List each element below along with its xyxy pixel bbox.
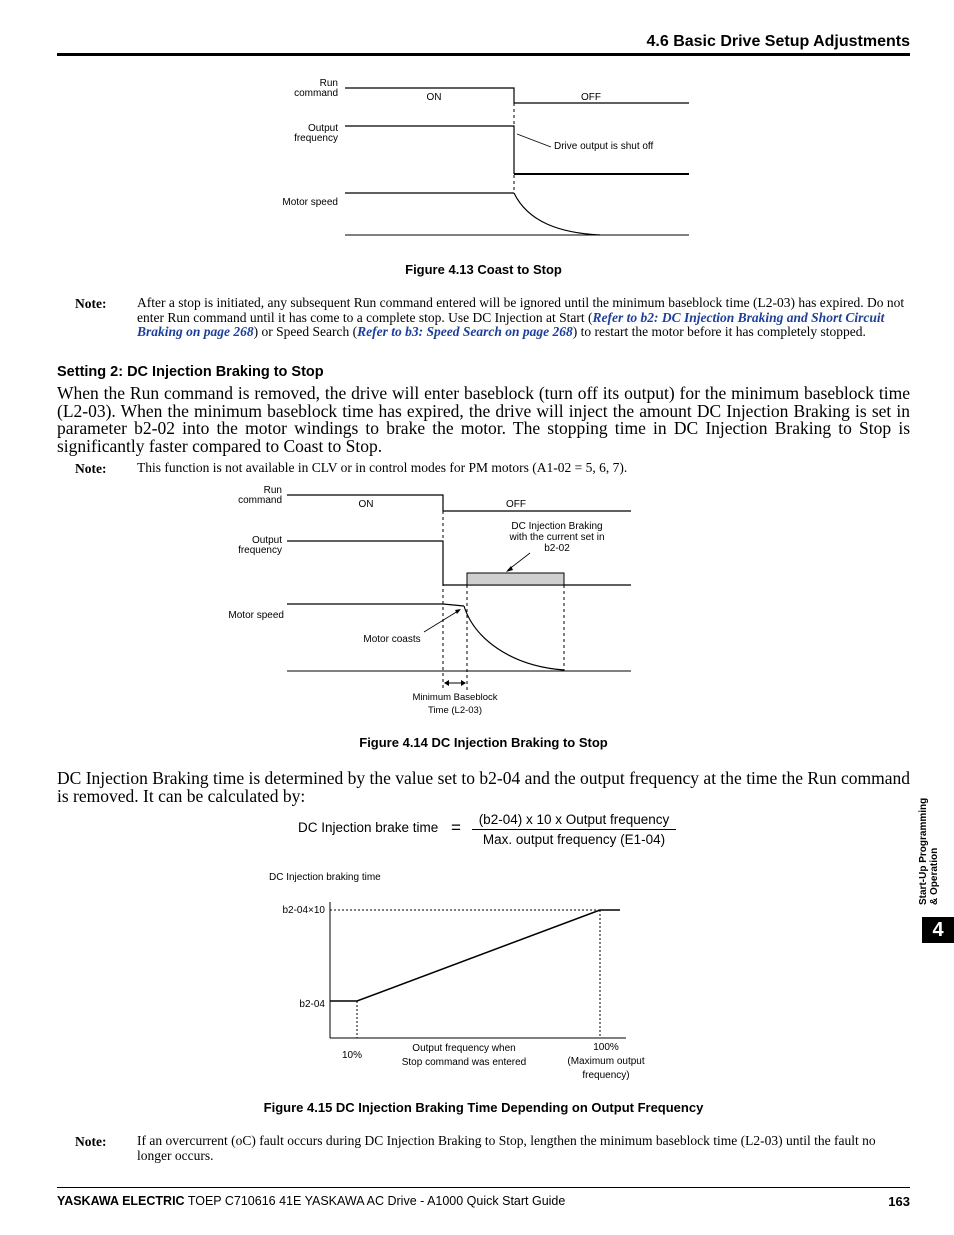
formula-lhs: DC Injection brake time [298, 820, 439, 835]
link-b3-speed-search[interactable]: Refer to b3: Speed Search on page 268 [357, 324, 573, 339]
y-tick-b2-04: b2-04 [299, 999, 325, 1010]
y-axis-label: DC Injection braking time [269, 872, 381, 883]
section-header-title: 4.6 Basic Drive Setup Adjustments [646, 33, 910, 50]
footer-rule [57, 1187, 910, 1188]
run-command-label-1: Run [319, 78, 338, 89]
x-tick-100pct-1: 100% [593, 1042, 619, 1053]
shutoff-leader-line [517, 134, 551, 147]
chapter-tab[interactable]: 4 [922, 917, 954, 943]
section-paragraph: When the Run command is removed, the drive will enter baseblock (turn off its output) for the minimum baseblock time (L2-03). When the minimum baseblock time has expired, the drive will inject the amount DC Injection Braking is set in parameter b2-02 into the motor windings to brake the motor. The stopping time in DC Injection Braking to Stop is significantly faster compared to Coast to Stop. [57, 383, 910, 456]
output-frequency-trace [345, 126, 514, 174]
footer-text [57, 1194, 565, 1208]
dc-injection-braking-diagram [0, 478, 954, 723]
output-frequency-label-1: Output [307, 123, 338, 134]
braking-time-paragraph: DC Injection Braking time is determined by the value set to b2-04 and the output frequency at the time the Run command is removed. It can be calculated by: [57, 768, 910, 806]
min-baseblock-label-1: Minimum Baseblock [412, 692, 498, 703]
dc-injection-callout-3: b2-02 [544, 543, 570, 554]
off-label: OFF [581, 92, 601, 103]
output-frequency-trace [287, 541, 631, 585]
motor-speed-decay-curve [514, 193, 600, 235]
dc-injection-braking-block [467, 573, 564, 585]
page-number: 163 [888, 1194, 910, 1209]
dc-injection-callout-1: DC Injection Braking [511, 521, 603, 532]
footer-doc: TOEP C710616 41E YASKAWA AC Drive - A1000 Quick Start Guide [184, 1194, 566, 1208]
on-label: ON [426, 92, 442, 103]
x-tick-100pct-2: (Maximum output [567, 1056, 645, 1067]
chapter-side-label-line-2: & Operation [929, 847, 940, 905]
motor-speed-label: Motor speed [282, 197, 338, 208]
dimension-arrowhead-left [444, 680, 449, 686]
note-overcurrent-text: If an overcurrent (oC) fault occurs during DC Injection Braking to Stop, lengthen the minimum baseblock time (L2-03) until the fault no longer occurs. [137, 1133, 876, 1163]
y-tick-b2-04-x10: b2-04×10 [282, 905, 325, 916]
off-label: OFF [506, 499, 526, 510]
run-command-trace [287, 495, 631, 511]
x-axis-label-1: Output frequency when [412, 1043, 516, 1054]
chapter-side-label-line-1: Start-Up Programming [918, 797, 929, 905]
dc-injection-callout-2: with the current set in [509, 532, 605, 543]
note-label: Note: [75, 296, 107, 311]
motor-speed-braking-curve [464, 606, 564, 670]
on-label: ON [358, 499, 374, 510]
drive-shutoff-callout: Drive output is shut off [554, 141, 654, 152]
motor-speed-trace [287, 604, 464, 606]
min-baseblock-label-2: Time (L2-03) [427, 705, 483, 716]
figure-4-15-caption: Figure 4.15 DC Injection Braking Time Depending on Output Frequency [263, 1100, 704, 1115]
x-tick-10pct: 10% [341, 1050, 363, 1061]
note-coast-text: After a stop is initiated, any subsequent Run command entered will be ignored until the minimum baseblock time (L2-03) has expired. Do not enter Run command until it has come to a complete stop. Use DC Injection at Start (Refer to b2: DC Injection Braking and Short Circuit Braking on page 268) or Speed Search (Refer to b3: Speed Search on page 268) to restart the motor before it has completely stopped. [137, 295, 905, 339]
output-frequency-label-2: frequency [294, 133, 338, 144]
braking-time-vs-frequency-graph [0, 860, 954, 1085]
run-command-label-2: command [294, 88, 338, 99]
motor-coasts-label: Motor coasts [363, 634, 421, 645]
x-axis-label-2: Stop command was entered [401, 1057, 527, 1068]
chapter-side-label [918, 745, 940, 905]
formula-equals: = [451, 818, 461, 837]
braking-time-line [330, 910, 620, 1001]
output-frequency-label-2: frequency [238, 545, 282, 556]
figure-4-14-caption: Figure 4.14 DC Injection Braking to Stop [359, 735, 608, 750]
motor-coasts-arrowhead [455, 609, 461, 614]
x-tick-100pct-3: frequency) [582, 1070, 630, 1081]
section-heading: Setting 2: DC Injection Braking to Stop [57, 364, 324, 380]
coast-to-stop-diagram [0, 0, 954, 260]
figure-4-13-caption: Figure 4.13 Coast to Stop [405, 262, 562, 277]
output-frequency-label-1: Output [251, 535, 282, 546]
link-b2-dc-injection[interactable]: Refer to b2: DC Injection Braking and Short Circuit Braking on page 268 [137, 309, 885, 339]
note-label: Note: [75, 461, 107, 476]
note-pm-motor-text: This function is not available in CLV or in control modes for PM motors (A1-02 = 5, 6, 7). [137, 460, 628, 475]
footer-brand: YASKAWA ELECTRIC [57, 1194, 185, 1208]
formula-denominator: Max. output frequency (E1-04) [482, 832, 666, 847]
run-command-label-2: command [238, 495, 282, 506]
formula-fraction-bar [472, 829, 676, 830]
formula-numerator: (b2-04) x 10 x Output frequency [478, 812, 670, 827]
note-label: Note: [75, 1134, 107, 1149]
motor-coasts-leader-line [424, 611, 458, 632]
run-command-trace [345, 88, 689, 103]
dimension-arrowhead-right [461, 680, 466, 686]
run-command-label-1: Run [263, 485, 282, 496]
motor-speed-label: Motor speed [228, 610, 284, 621]
